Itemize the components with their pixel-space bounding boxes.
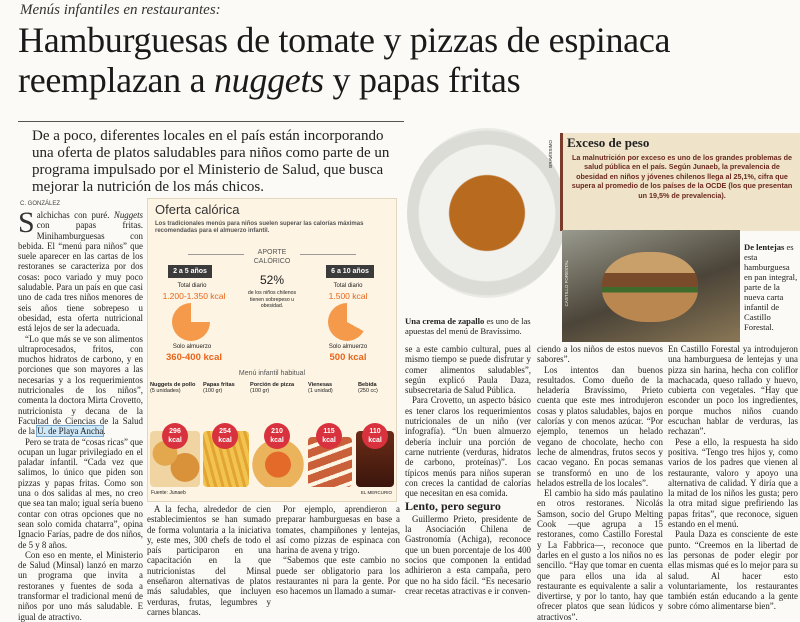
paragraph: El cambio ha sido más paulatino en otros restoranes. Nicolás Samson, socio del Grupo Melting Cook —que agrupa a 15 restoranes, como Castillo Forestal y La Fabbrica—, reconoce que darles en el gusto a los niños no es sencillo. “Hay que tomar en cuenta que para ellos una ida al restaurante es equivalente a salir a divertirse, y por lo tanto, hay que ofrecer platos que sean lúdicos y atractivos”. bbox=[537, 488, 663, 622]
right-lunch-label: Solo almuerzo bbox=[328, 344, 368, 350]
paragraph: “Sabemos que este cambio no puede ser obligatorio para los restaurantes ni para la gente. Por eso hacemos un llamado a sumar- bbox=[276, 555, 400, 597]
kcal-bubble: 254 kcal bbox=[212, 423, 238, 449]
paragraph: Guillermo Prieto, presidente de la Asociación Chilena de Gastronomía (Achiga), reconoce que un buen porcentaje de los 400 socios que componen la entidad adhirieron a esta campaña, pero que no ha sido fácil. “Es necesario crear recetas atractivas e ir conven- bbox=[405, 513, 531, 596]
paragraph: Los intentos dan buenos resultados. Como dueño de la heladería Bravíssimo, Prieto cuenta que este mes introdujeron cosas y platos saludables, bajos en calorías y con menos azúcar. “Por ejemplo, tenemos un helado vegano de chocolate, hecho con leche de almendras, frutos secos y cacao vegano. En pocas semanas se transformó en uno de los helados estrella de los locales”. bbox=[537, 364, 663, 488]
left-pie-icon bbox=[172, 303, 210, 341]
food-name: Nuggets de pollo bbox=[150, 382, 196, 388]
food-item bbox=[150, 382, 200, 394]
food-qty: (1 unidad) bbox=[308, 388, 333, 394]
paragraph: A la fecha, alrededor de cien establecimientos se han sumado de forma voluntaria a la iniciativa y, este mes, 300 chefs de todo el país participaron en una capacitación en la que nutricionistas del Minsal enseñaron alternativas de platos más saludables, que incluyen verduras, frutas, legumbres y carnes blancas. bbox=[147, 504, 271, 617]
column-1 bbox=[18, 206, 143, 622]
burger-photo bbox=[562, 230, 740, 342]
text: . bbox=[103, 426, 106, 437]
standfirst: De a poco, diferentes locales en el país están incorporando una oferta de platos saludables para niños como parte de un programa impulsado por el Ministerio de Salud, que busca mejorar la nutrición de los más chicos. bbox=[32, 128, 390, 195]
menu-label: Menú infantil habitual bbox=[238, 370, 306, 377]
food-item bbox=[250, 382, 300, 394]
left-lunch-value: 360-400 kcal bbox=[166, 352, 222, 363]
paragraph: Para Crovetto, un aspecto básico es tener claros los requerimientos nutricionales de un niño (ver infografía). “Un buen almuerzo debería incluir una porción de carne nutriente (verduras, hidratos de carbono, proteínas)”. Los típicos menús para niños superan con creces la cantidad de calorías que necesitan en esa comida. bbox=[405, 395, 531, 499]
subheading: Lento, pero seguro bbox=[405, 499, 501, 514]
byline: C. GONZÁLEZ bbox=[20, 201, 61, 207]
text: alchichas con puré. bbox=[36, 210, 114, 220]
infographic bbox=[147, 198, 397, 502]
paragraph: Paula Daza es consciente de este punto. “Creemos en la libertad de las personas de poder elegir por ellas mismas qué es lo mejor para su salud. Al hacer esto voluntariamente, los restaurantes también están educando a la gente sobre cómo alimentarse bien”. bbox=[668, 529, 798, 612]
left-age-badge: 2 a 5 años bbox=[168, 265, 212, 278]
divider bbox=[18, 121, 404, 122]
food-qty: (100 gr) bbox=[250, 388, 270, 394]
column-2 bbox=[147, 504, 271, 617]
column-4 bbox=[405, 344, 531, 596]
paragraph: Por ejemplo, aprendieron a preparar hamburguesas en base a tomates, champiñones y lentejas, así como pizzas de espinaca con harina de avena y trigo. bbox=[276, 504, 400, 556]
kcal-bubble: 210 kcal bbox=[264, 423, 290, 449]
center-text: de los niños chilenos tienen sobrepeso u obesidad. bbox=[247, 290, 297, 309]
soup-photo bbox=[407, 128, 567, 298]
paragraph: Pese a ello, la respuesta ha sido positiva. “Tengo tres hijos y, como varios de los padres que vienen al restaurante, valoro y apoyo una alternativa de calidad. Y diría que a la mitad de los niños les gusta; pero la otra mitad sigue prefiriendo las papas fritas”, que reconoce, siguen estando en el menú. bbox=[668, 436, 798, 530]
headline bbox=[18, 20, 788, 100]
text: con papas fritas. Minihamburguesas con bebida. El “menú para niños” que suele aparecer en las cartas de los restoranes se caracteriza por dos cosas: poco variado y muy poco saludable. Para un país en que casi uno de cada tres niños menores de seis años tiene sobrepeso u obesidad, esta oferta nutricional está lejos de ser la adecuada. bbox=[18, 220, 143, 334]
aporte-label: APORTE CALÓRICO bbox=[253, 249, 291, 265]
text-italic: Nuggets bbox=[113, 210, 143, 220]
photo-caption: De lentejas es esta hamburguesa en pan integral, parte de la nueva carta infantil de Castillo Forestal. bbox=[744, 242, 798, 332]
connector-line bbox=[188, 254, 244, 255]
headline-part1: Hamburguesas de tomate y pizzas de espinaca reemplazan a bbox=[18, 20, 671, 100]
text: “Lo que más se ve son alimentos ultraprocesados, fritos, con muchos hidratos de carbono, y en porciones que son mayores a las necesarias y a los requerimientos nutricionales de los niños”, comenta la doctora Mirta Crovetto, nutricionista y decana de la Facultad de Ciencias de la Salud de la bbox=[18, 333, 143, 437]
sidebar-box bbox=[560, 133, 800, 231]
credit-text: EL MERCURIO bbox=[360, 490, 392, 495]
kcal-bubble: 115 kcal bbox=[316, 423, 342, 449]
food-name: Bebida bbox=[358, 382, 377, 388]
center-percent: 52% bbox=[259, 273, 285, 287]
column-6 bbox=[668, 344, 798, 612]
right-pie-icon bbox=[328, 303, 366, 341]
food-item bbox=[358, 382, 394, 394]
photo-credit: CASTILLO FORESTAL bbox=[564, 260, 569, 307]
infographic-description: Los tradicionales menús para niños suelen superar las calorías máximas recomendadas para el almuerzo infantil. bbox=[155, 221, 364, 234]
food-qty: (5 unidades) bbox=[150, 388, 181, 394]
headline-part2: y papas fritas bbox=[323, 60, 521, 100]
food-qty: (250 cc) bbox=[358, 388, 378, 394]
paragraph: ciendo a los niños de estos nuevos sabores”. bbox=[537, 344, 663, 365]
connector-line bbox=[300, 254, 356, 255]
column-3 bbox=[276, 504, 400, 597]
food-name: Papas fritas bbox=[203, 382, 235, 388]
headline-italic: nuggets bbox=[213, 60, 324, 100]
food-qty: (100 gr) bbox=[203, 388, 223, 394]
food-name: Porción de pizza bbox=[250, 382, 295, 388]
box-title: Exceso de peso bbox=[567, 135, 650, 150]
left-total-value: 1.200-1.350 kcal bbox=[162, 291, 226, 301]
drop-cap: S bbox=[18, 206, 35, 239]
highlighted-text[interactable]: U. de Playa Ancha bbox=[37, 426, 104, 437]
burger-shape bbox=[602, 252, 698, 322]
paragraph: Pero se trata de “cosas ricas” que ocupan un lugar privilegiado en el paladar infantil. “Cada vez que salimos, lo único que piden son pizzas y papas fritas. Como son una o dos salidas al mes, no creo que sea tan malo; igual sería bueno contar con otras opciones que no sean solo comida chatarra”, opina Ignacio Farías, padre de dos niños, de 5 y 8 años. bbox=[18, 436, 143, 550]
food-item bbox=[203, 382, 247, 394]
right-total-label: Total diario bbox=[333, 283, 363, 289]
right-lunch-value: 500 kcal bbox=[329, 352, 367, 363]
photo-credit: BRAVÍSSIMO bbox=[548, 140, 553, 168]
food-name: Vienesas bbox=[308, 382, 333, 388]
infographic-title: Oferta calórica bbox=[155, 202, 240, 217]
photo-caption: Una crema de zapallo es uno de las apuestas del menú de Bravíssimo. bbox=[405, 316, 531, 336]
box-text: La malnutrición por exceso es uno de los grandes problemas de salud pública en el país. Según Junaeb, la prevalencia de obesidad en niños y jóvenes chilenos llega al 25,1%, cifra que supera al promedio de los países de la OCDE (los que presentan un 19,5% de prevalencia). bbox=[571, 153, 793, 200]
paragraph: En Castillo Forestal ya introdujeron una hamburguesa de lentejas y una pizza sin harina, hecha con coliflor machacada, queso rallado y huevo, cubierta con vegetales. “Hay que esconder un poco los ingredientes, porque muchos niños cuando escuchan hablar de verduras, las rechazan”. bbox=[668, 344, 798, 437]
left-lunch-label: Solo almuerzo bbox=[172, 344, 212, 350]
kicker: Menús infantiles en restaurantes: bbox=[20, 2, 221, 18]
right-age-badge: 6 a 10 años bbox=[326, 265, 374, 278]
paragraph: Con eso en mente, el Ministerio de Salud (Minsal) lanzó en marzo un programa que invita a restoranes y fuentes de soda a transformar el tradicional menú de niños por uno más saludable. E igual de atractivo. bbox=[18, 549, 143, 622]
food-item bbox=[308, 382, 348, 394]
source-text: Fuente: Junaeb bbox=[151, 490, 186, 496]
kcal-bubble: 110 kcal bbox=[362, 423, 388, 449]
kcal-bubble: 296 kcal bbox=[162, 423, 188, 449]
right-total-value: 1.500 kcal bbox=[328, 291, 368, 301]
column-5 bbox=[537, 344, 663, 622]
left-total-label: Total diario bbox=[177, 283, 207, 289]
paragraph: se a este cambio cultural, pues al mismo tiempo se puede disfrutar y comer alimentos saludables”, según explicó Paula Daza, subsecretaria de Salud Pública. bbox=[405, 344, 531, 396]
